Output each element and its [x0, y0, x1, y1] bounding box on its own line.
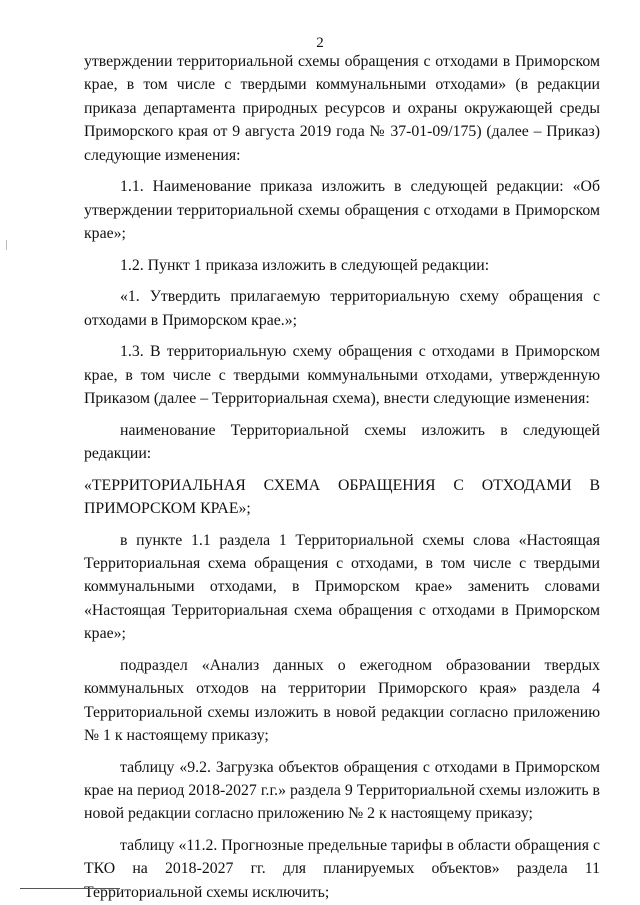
- paragraph-intro-continuation: утверждении территориальной схемы обращения с отходами в Приморском крае, в том числе с твердыми коммунальными отходами» (в редакции приказа департамента природных ресурсов и охраны окружающей среды Приморского края от 9 августа 2019 года № 37-01-09/175) (далее – Приказ) следующие изменения:: [84, 53, 600, 164]
- scheme-title-caps: [84, 474, 600, 521]
- paragraph-table-9-2: таблицу «9.2. Загрузка объектов обращения с отходами в Приморском крае на период 2018-2027 г.г.» раздела 9 Территориальной схемы изложить в новой редакции согласно приложению № 2 к настоящему приказу;: [84, 758, 600, 823]
- margin-mark: [6, 240, 7, 250]
- paragraph-table-11-2: таблицу «11.2. Прогнозные предельные тарифы в области обращения с ТКО на 2018-2027 гг. для планируемых объектов» раздела 11 Территориальной схемы исключить;: [84, 837, 600, 901]
- scheme-title-line-1: «ТЕРРИТОРИАЛЬНАЯ СХЕМА ОБРАЩЕНИЯ С ОТХОДАМИ В: [84, 476, 600, 494]
- paragraph-subsection-analysis: подраздел «Анализ данных о ежегодном образовании твердых коммунальных отходов на территории Приморского края» раздела 4 Территориальной схемы изложить в новой редакции согласно приложению № 1 к настоящему приказу;: [84, 656, 600, 745]
- paragraph-item-1-2: 1.2. Пункт 1 приказа изложить в следующей редакции:: [120, 256, 490, 274]
- scheme-title-line-2: ПРИМОРСКОМ КРАЕ»;: [84, 500, 251, 518]
- document-body: [84, 50, 600, 904]
- paragraph-clause-1-1: в пункте 1.1 раздела 1 Территориальной схемы слова «Настоящая Территориальная схема обращения с отходами, в том числе с твердыми коммунальными отходами, в Приморском крае» заменить словами «Настоящая Территориальная схема обращения с отходами в Приморском крае»;: [84, 531, 600, 643]
- paragraph-scheme-name: наименование Территориальной схемы изложить в следующей редакции:: [84, 421, 600, 463]
- page-number: 2: [316, 35, 324, 51]
- paragraph-item-1-1: 1.1. Наименование приказа изложить в следующей редакции: «Об утверждении территориальной схемы обращения с отходами в Приморском крае»;: [84, 178, 600, 243]
- paragraph-item-1-3: 1.3. В территориальную схему обращения с отходами в Приморском крае, в том числе с твердыми коммунальными отходами, утвержденную Приказом (далее – Территориальная схема), внести следующие изменения:: [84, 343, 600, 408]
- footer-rule: [20, 888, 120, 889]
- paragraph-quote-item-1: «1. Утвердить прилагаемую территориальную схему обращения с отходами в Приморском крае.»;: [84, 288, 600, 329]
